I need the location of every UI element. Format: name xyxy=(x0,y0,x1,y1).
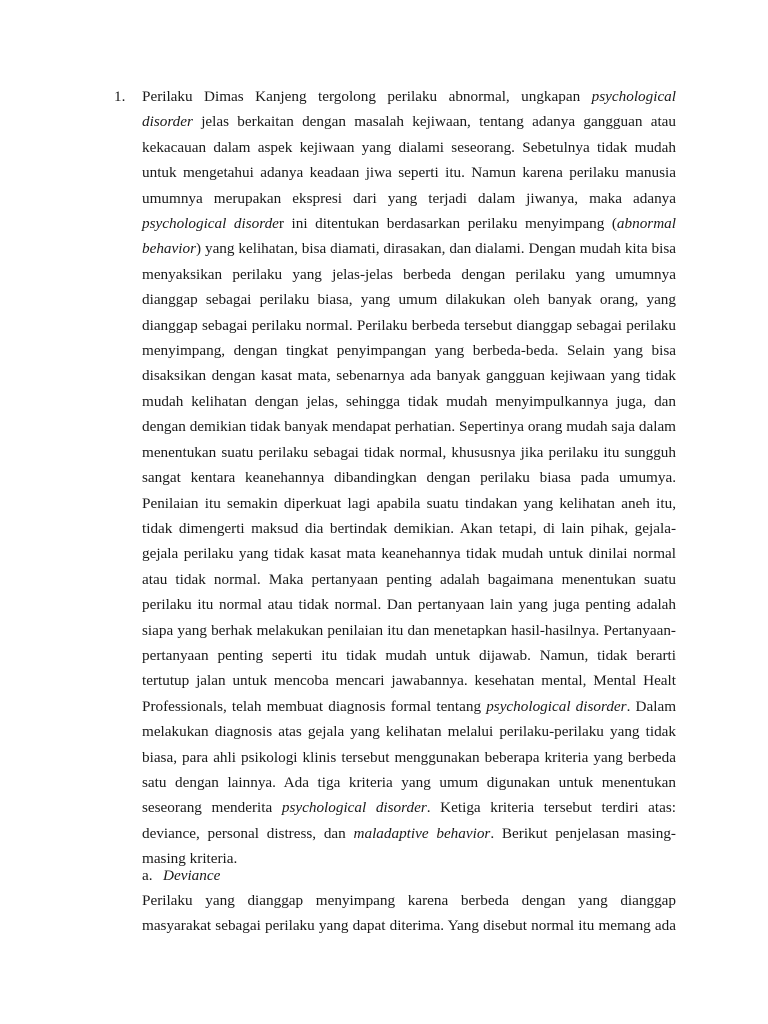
paragraph-text: . Ketiga kriteria tersebut terdiri atas: deviance, personal distress, dan xyxy=(142,799,677,842)
italic-term: psychological disorder xyxy=(281,799,427,817)
paragraph-text: jelas berkaitan dengan masalah kejiwaan, tentang adanya gangguan atau kekacauan dalam aspek kejiwaan yang dialami seseorang. Sebetulnya tidak mudah untuk mengetahui adanya keadaan jiwa seperti itu. Namun karena perilaku manusia umumnya merupakan ekspresi dari yang terjadi dalam jiwanya, maka adanya xyxy=(142,113,676,207)
paragraph-text: ) yang kelihatan, bisa diamati, dirasakan, dan dialami. Dengan mudah kita bisa menyaksikan perilaku yang jelas-jelas berbeda dengan perilaku yang umumnya dianggap sebagai perilaku biasa, yang umum dilakukan oleh banyak orang, yang dianggap sebagai perilaku normal. Perilaku berbeda tersebut dianggap sebagai perilaku menyimpang, dengan tingkat penyimpangan yang berbeda-beda. Selain yang bisa disaksikan dengan kasat mata, sebenarnya ada banyak gangguan kejiwaan yang tidak mudah kelihatan dengan jelas, sehingga tidak mudah menyimpulkannya juga, dan dengan demikian tidak banyak mendapat perhatian. Sepertinya orang mudah saja dalam menentukan suatu perilaku sebagai tidak normal, khususnya jika perilaku itu sungguh sangat kentara keanehannya dibandingkan dengan perilaku biasa pada umumya. Penilaian itu semakin diperkuat lagi apabila suatu tindakan yang kelihatan aneh itu, tidak dimengerti maksud dia bertindak demikian. Akan tetapi, di lain pihak, gejala-gejala perilaku yang tidak kasat mata keanehannya tidak mudah untuk dinilai normal atau tidak normal. Maka pertanyaan penting adalah bagaimana menentukan suatu perilaku itu normal atau tidak normal. Dan pertanyaan lain yang juga penting adalah siapa yang berhak melakukan penilaian itu dan menetapkan hasil-hasilnya. Pertanyaan-pertanyaan penting seperti itu tidak mudah untuk dijawab. Namun, tidak berarti tertutup jalan untuk mencoba mencari jawabannya. kesehatan mental, Mental Healt Professionals, telah membuat diagnosis formal tentang xyxy=(142,240,676,715)
italic-term: psychological disorde xyxy=(142,215,279,233)
subsection-heading xyxy=(142,863,220,888)
subsection-paragraph: Perilaku yang dianggap menyimpang karena berbeda dengan yang dianggap masyarakat sebagai perilaku yang dapat diterima. Yang disebut normal itu memang ada xyxy=(142,892,676,935)
italic-term: psychological disorder xyxy=(486,697,627,715)
subsection-title: Deviance xyxy=(163,867,221,884)
italic-term: maladaptive behavior xyxy=(353,824,491,842)
list-number: 1. xyxy=(114,88,126,105)
paragraph-text: Perilaku Dimas Kanjeng tergolong perilaku abnormal, ungkapan xyxy=(142,88,592,105)
italic-term: abnormal behavior xyxy=(142,215,676,258)
paragraph-text: r ini ditentukan berdasarkan perilaku menyimpang ( xyxy=(278,215,617,233)
subsection-marker: a. xyxy=(142,867,153,884)
paragraph-text: . Dalam melakukan diagnosis atas gejala yang kelihatan melalui perilaku-perilaku yang tidak biasa, para ahli psikologi klinis tersebut menggunakan beberapa kriteria yang berbeda satu dengan lainnya. Ada tiga kriteria yang umum digunakan untuk menentukan seseorang menderita xyxy=(142,697,677,817)
main-paragraph xyxy=(142,84,676,872)
paragraph-text: . Berikut penjelasan masing-masing kriteria. xyxy=(142,824,676,868)
italic-term: psychological disorder xyxy=(142,88,676,131)
